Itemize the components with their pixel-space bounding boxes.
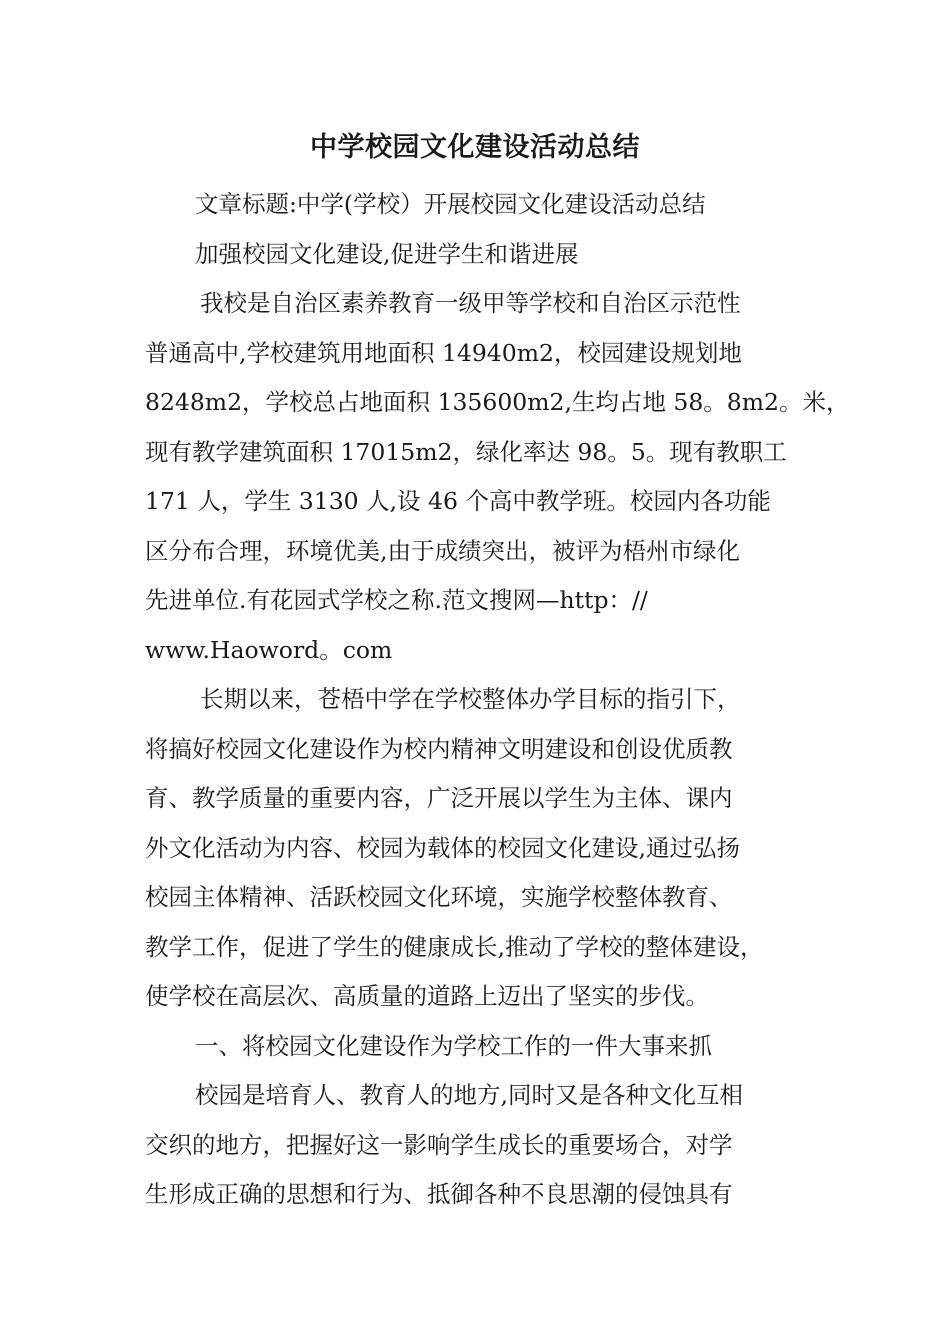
subtitle-line: 加强校园文化建设,促进学生和谐进展	[195, 239, 579, 268]
paragraph-line: 将搞好校园文化建设作为校内精神文明建设和创设优质教	[145, 734, 733, 763]
paragraph-line: 育、教学质量的重要内容，广泛开展以学生为主体、课内	[145, 784, 733, 812]
document-title: 中学校园文化建设活动总结	[310, 132, 640, 163]
paragraph-line: 教学工作，促进了学生的健康成长,推动了学校的整体建设，	[145, 932, 764, 961]
paragraph-line: 我校是自治区素养教育一级甲等学校和自治区示范性	[200, 289, 741, 317]
paragraph-line: 区分布合理，环境优美,由于成绩突出，被评为梧州市绿化	[145, 536, 740, 565]
paragraph-line: www.Haoword。com	[145, 635, 393, 664]
paragraph-line: 外文化活动为内容、校园为载体的校园文化建设,通过弘扬	[145, 833, 740, 862]
paragraph-line: 171 人，学生 3130 人,设 46 个高中教学班。校园内各功能	[145, 487, 771, 515]
paragraph-line: 8248m2，学校总占地面积 135600m2,生均占地 58。8m2。米，	[145, 388, 850, 416]
section-heading: 一、将校园文化建设作为学校工作的一件大事来抓	[195, 1031, 712, 1060]
paragraph-line: 普通高中,学校建筑用地面积 14940m2，校园建设规划地	[145, 338, 742, 367]
paragraph-line: 生形成正确的思想和行为、抵御各种不良思潮的侵蚀具有	[145, 1180, 733, 1208]
document-body	[145, 180, 850, 1220]
paragraph-line: 校园主体精神、活跃校园文化环境，实施学校整体教育、	[145, 883, 733, 911]
paragraph-line: 使学校在高层次、高质量的道路上迈出了坚实的步伐。	[145, 982, 709, 1010]
paragraph-line: 先进单位.有花园式学校之称.范文搜网—http：//	[145, 586, 648, 614]
paragraph-line: 交织的地方，把握好这一影响学生成长的重要场合，对学	[145, 1130, 733, 1159]
paragraph-line: 校园是培育人、教育人的地方,同时又是各种文化互相	[195, 1081, 743, 1109]
article-title-line: 文章标题:中学(学校）开展校园文化建设活动总结	[195, 190, 706, 218]
paragraph-line: 现有教学建筑面积 17015m2，绿化率达 98。5。现有教职工	[145, 437, 787, 466]
paragraph-line: 长期以来，苍梧中学在学校整体办学目标的指引下，	[200, 685, 741, 713]
